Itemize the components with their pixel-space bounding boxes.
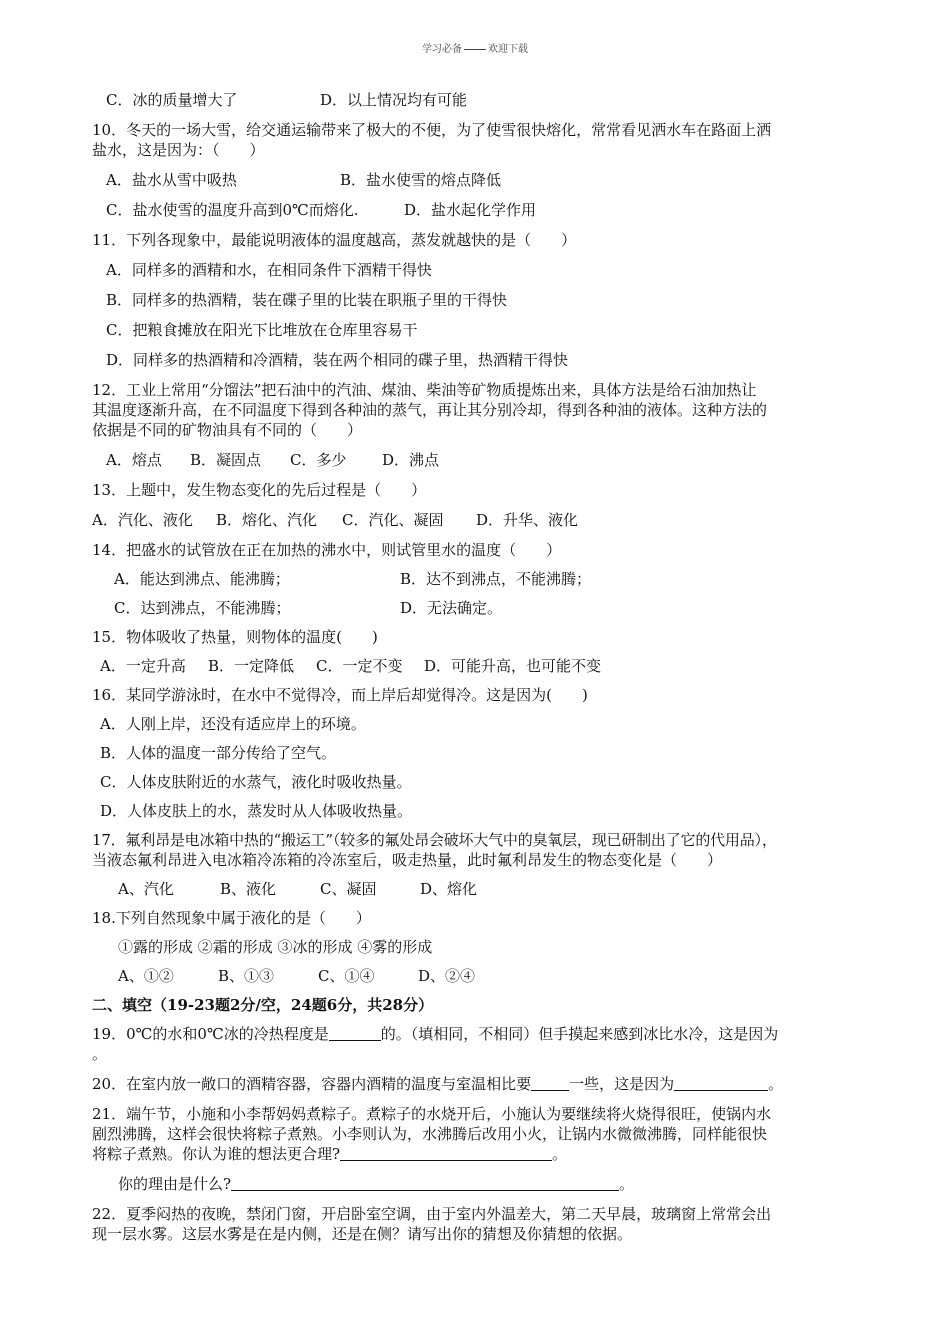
q21-reason-blank[interactable] [231, 1176, 619, 1191]
q13-option-d: D．升华、液化 [476, 511, 579, 529]
q19-text-3: 。 [92, 1045, 108, 1063]
q16-option-a: A．人刚上岸，还没有适应岸上的环境。 [100, 715, 366, 733]
q21-answer-blank[interactable] [340, 1146, 552, 1161]
q22-stem-line2: 现一层水雾。这层水雾是在是内侧，还是在侧？请写出你的猜想及你猜想的依据。 [92, 1225, 633, 1243]
q19-line1 [92, 1024, 892, 1044]
q18-option-a: A、①② [118, 967, 174, 985]
q21-reason-text: 你的理由是什么? [118, 1175, 232, 1193]
q14-stem: 14．把盛水的试管放在正在加热的沸水中，则试管里水的温度（ ） [92, 541, 562, 559]
q18-stem: 18.下列自然现象中属于液化的是（ ） [92, 909, 371, 927]
exam-content [92, 90, 892, 1244]
q20-text-2: 一些，这是因为 [569, 1075, 675, 1093]
q15-option-d: D．可能升高，也可能不变 [424, 657, 602, 675]
q12-stem-line2: 其温度逐渐升高，在不同温度下得到各种油的蒸气，再让其分别冷却，得到各种油的液体。这种方法的 [92, 401, 768, 419]
q17-stem-line1: 17．氟利昂是电冰箱中热的“搬运工”（较多的氟处昂会破坏大气中的臭氧层，现已研制出了它的代用品）， [92, 831, 777, 849]
q12-stem-line3: 依据是不同的矿物油具有不同的（ ） [92, 421, 363, 439]
q10-stem-line1: 10．冬天的一场大雪，给交通运输带来了极大的不便，为了使雪很快熔化，常常看见洒水车在路面上洒 [92, 121, 772, 139]
q19-text-2: 的。（填相同，不相同）但手摸起来感到冰比水冷，这是因为 [380, 1025, 779, 1043]
q9-option-d: D．以上情况均有可能 [320, 91, 468, 109]
q10-option-a: A．盐水从雪中吸热 [106, 171, 237, 189]
q12-option-d: D．沸点 [382, 451, 440, 469]
q10-option-d: D．盐水起化学作用 [404, 201, 537, 219]
section-fill-in-title: 二、填空（19-23题2分/空，24题6分，共28分） [92, 996, 434, 1014]
q21-stem-line2: 剧烈沸腾，这样会很快将粽子煮熟。小李则认为，水沸腾后改用小火，让锅内水微微沸腾，同样能很快 [92, 1125, 768, 1143]
q14-option-b: B．达不到沸点，不能沸腾； [400, 570, 592, 588]
q18-items: ①露的形成 ②霜的形成 ③冰的形成 ④雾的形成 [118, 938, 433, 956]
page-header [0, 40, 950, 55]
q15-option-b: B．一定降低 [208, 657, 295, 675]
q16-stem: 16．某同学游泳时，在水中不觉得冷，而上岸后却觉得冷。这是因为( ) [92, 686, 588, 704]
q13-option-a: A．汽化、液化 [92, 511, 193, 529]
q15-option-a: A．一定升高 [100, 657, 186, 675]
q18-option-d: D、②④ [418, 967, 476, 985]
q13-option-c: C．汽化、凝固 [342, 511, 444, 529]
q13-stem: 13．上题中，发生物态变化的先后过程是（ ） [92, 481, 427, 499]
q15-options [92, 656, 892, 676]
q19-answer-blank[interactable] [329, 1026, 381, 1041]
q17-option-b: B、液化 [220, 880, 277, 898]
q14-option-d: D．无法确定。 [400, 599, 503, 617]
q17-option-a: A、汽化 [118, 880, 174, 898]
header-separator [464, 49, 486, 50]
q10-option-b: B．盐水使雪的熔点降低 [340, 171, 502, 189]
q16-option-c: C．人体皮肤附近的水蒸气，液化时吸收热量。 [100, 773, 412, 791]
q10-options-cd [92, 200, 892, 220]
q11-option-d: D．同样多的热酒精和冷酒精，装在两个相同的碟子里，热酒精干得快 [106, 351, 569, 369]
q11-option-b: B．同样多的热酒精，装在碟子里的比装在职瓶子里的干得快 [106, 291, 508, 309]
q12-option-b: B．凝固点 [190, 451, 262, 469]
q14-options-ab [92, 569, 892, 589]
q13-options [92, 510, 892, 530]
q10-option-c: C．盐水使雪的温度升高到0℃而熔化. [106, 201, 359, 219]
q10-options-ab [92, 170, 892, 190]
q11-stem: 11．下列各现象中，最能说明液体的温度越高，蒸发就越快的是（ ） [92, 231, 577, 249]
q20-line [92, 1074, 892, 1094]
header-left: 学习必备 [422, 44, 462, 55]
q14-option-c: C．达到沸点，不能沸腾； [114, 599, 291, 617]
q14-options-cd [92, 598, 892, 618]
q17-option-c: C、凝固 [320, 880, 377, 898]
q9-options [92, 90, 892, 110]
q17-stem-line2: 当液态氟利昂进入电冰箱冷冻箱的冷冻室后，吸走热量，此时氟利昂发生的物态变化是（ ） [92, 851, 723, 869]
q17-options [92, 879, 892, 899]
q21-stem-text-3: 将粽子煮熟。你认为谁的想法更合理? [92, 1145, 341, 1163]
q19-text-1: 19．0℃的水和0℃冰的冷热程度是 [92, 1025, 329, 1043]
q15-stem: 15．物体吸收了热量，则物体的温度( ) [92, 628, 378, 646]
q18-option-b: B、①③ [218, 967, 275, 985]
q20-text-3: 。 [768, 1075, 784, 1093]
q11-option-a: A．同样多的酒精和水，在相同条件下酒精干得快 [106, 261, 432, 279]
q21-reason-line [92, 1174, 892, 1194]
q18-options [92, 966, 892, 986]
q20-text-1: 20．在室内放一敞口的酒精容器，容器内酒精的温度与室温相比要 [92, 1075, 532, 1093]
q16-option-b: B．人体的温度一部分传给了空气。 [100, 744, 337, 762]
q10-stem-line2: 盐水，这是因为：（ ） [92, 141, 265, 159]
q21-stem-line3 [92, 1144, 892, 1164]
q9-option-c: C．冰的质量增大了 [106, 91, 238, 109]
q15-option-c: C．一定不变 [316, 657, 403, 675]
q22-stem-line1: 22．夏季闷热的夜晚，禁闭门窗，开启卧室空调，由于室内外温差大，第二天早晨，玻璃窗上常常会出 [92, 1205, 772, 1223]
q11-option-c: C．把粮食摊放在阳光下比堆放在仓库里容易干 [106, 321, 418, 339]
q13-option-b: B．熔化、汽化 [216, 511, 318, 529]
q14-option-a: A．能达到沸点、能沸腾； [114, 570, 290, 588]
header-right: 欢迎下载 [488, 44, 528, 55]
q18-option-c: C、①④ [318, 967, 375, 985]
q21-reason-end: 。 [619, 1175, 635, 1193]
q12-option-a: A．熔点 [106, 451, 162, 469]
q20-answer-blank-2[interactable] [674, 1076, 768, 1091]
q12-stem-line1: 12．工业上常用“分馏法”把石油中的汽油、煤油、柴油等矿物质提炼出来，具体方法是给石油加热让 [92, 381, 757, 399]
q12-options [92, 450, 892, 470]
q16-option-d: D．人体皮肤上的水，蒸发时从人体吸收热量。 [100, 802, 413, 820]
q17-option-d: D、熔化 [420, 880, 478, 898]
q21-stem-line1: 21．端午节，小施和小李帮妈妈煮粽子。煮粽子的水烧开后，小施认为要继续将火烧得很旺，使锅内水 [92, 1105, 772, 1123]
q21-stem-text-3-end: 。 [552, 1145, 568, 1163]
q20-answer-blank-1[interactable] [531, 1076, 569, 1091]
q12-option-c: C．多少 [290, 451, 347, 469]
